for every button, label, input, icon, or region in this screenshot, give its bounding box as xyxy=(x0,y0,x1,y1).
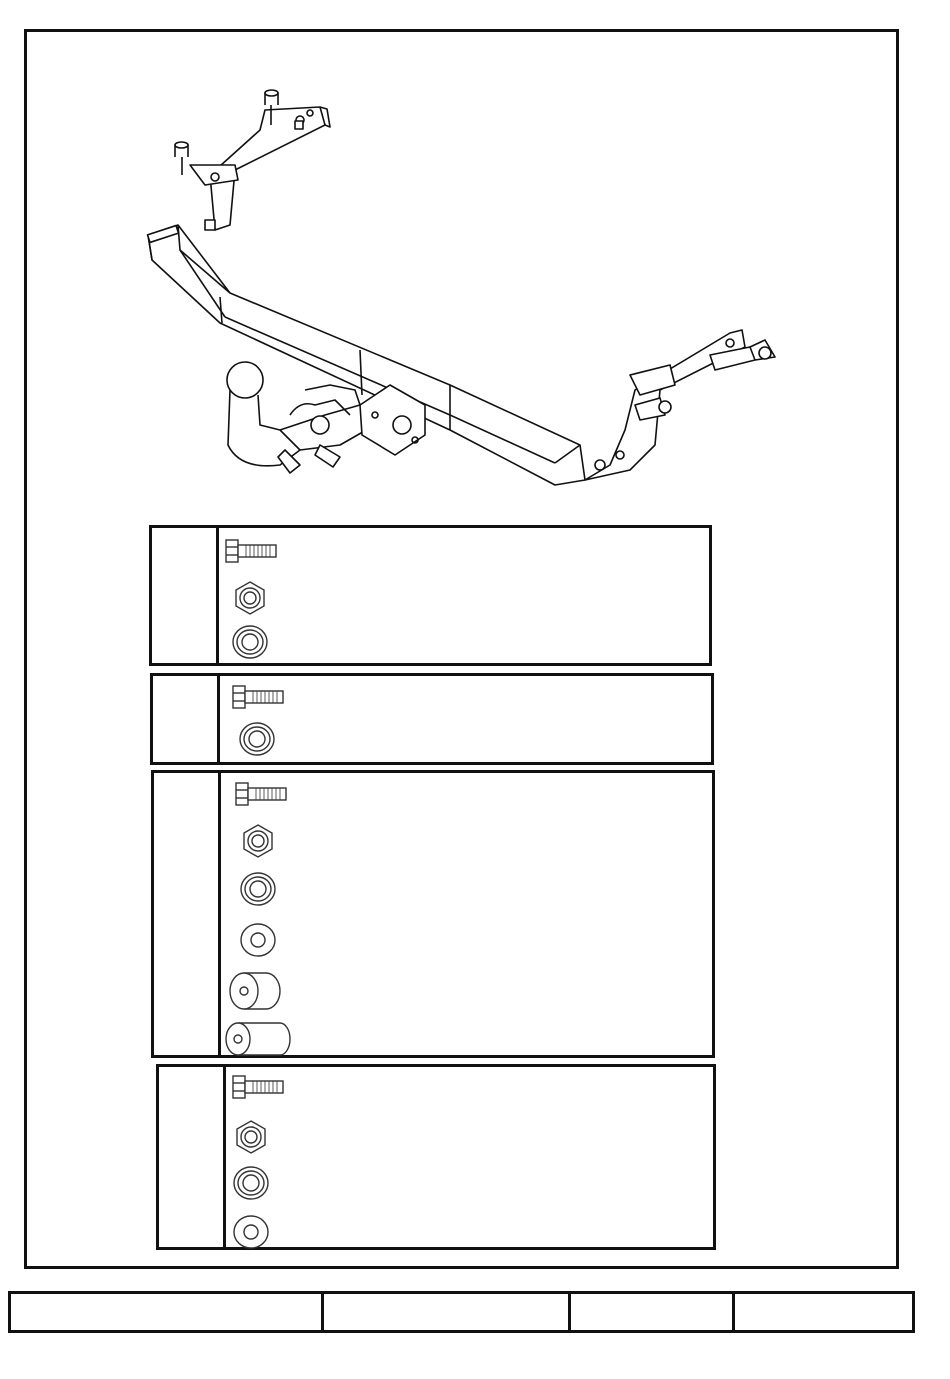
towbar-drawing xyxy=(130,85,790,505)
title-block xyxy=(8,1291,915,1333)
hex-bolt-icon xyxy=(231,1074,287,1100)
cross-beam xyxy=(147,225,585,485)
long-spacer-tube-icon xyxy=(222,1021,294,1057)
hex-bolt-icon xyxy=(234,781,290,807)
hex-bolt-icon xyxy=(231,684,287,710)
flat-washer-icon xyxy=(231,1213,271,1251)
parts-box-4 xyxy=(156,1064,716,1250)
hex-bolt-icon xyxy=(224,538,280,564)
spring-washer-icon xyxy=(238,871,278,907)
spring-washer-icon xyxy=(231,1165,271,1201)
spring-washer-icon xyxy=(237,721,277,757)
part-number-column xyxy=(154,773,221,1055)
title-block-cell-1 xyxy=(11,1294,324,1330)
right-bracket xyxy=(585,330,775,480)
spacer-sleeve-icon xyxy=(226,971,282,1011)
parts-box-2 xyxy=(150,673,714,765)
part-number-column xyxy=(153,676,220,762)
flat-washer-icon xyxy=(238,921,278,959)
title-block-cell-4 xyxy=(735,1294,912,1330)
lock-nut-icon xyxy=(240,823,276,859)
spring-washer-icon xyxy=(230,624,270,660)
part-number-column xyxy=(152,528,219,663)
lock-nut-icon xyxy=(232,580,268,616)
left-bracket xyxy=(175,90,330,230)
lock-nut-icon xyxy=(233,1119,269,1155)
title-block-cell-3 xyxy=(571,1294,735,1330)
title-block-cell-2 xyxy=(324,1294,571,1330)
parts-box-1 xyxy=(149,525,712,666)
parts-box-3 xyxy=(151,770,715,1058)
part-number-column xyxy=(159,1067,226,1247)
